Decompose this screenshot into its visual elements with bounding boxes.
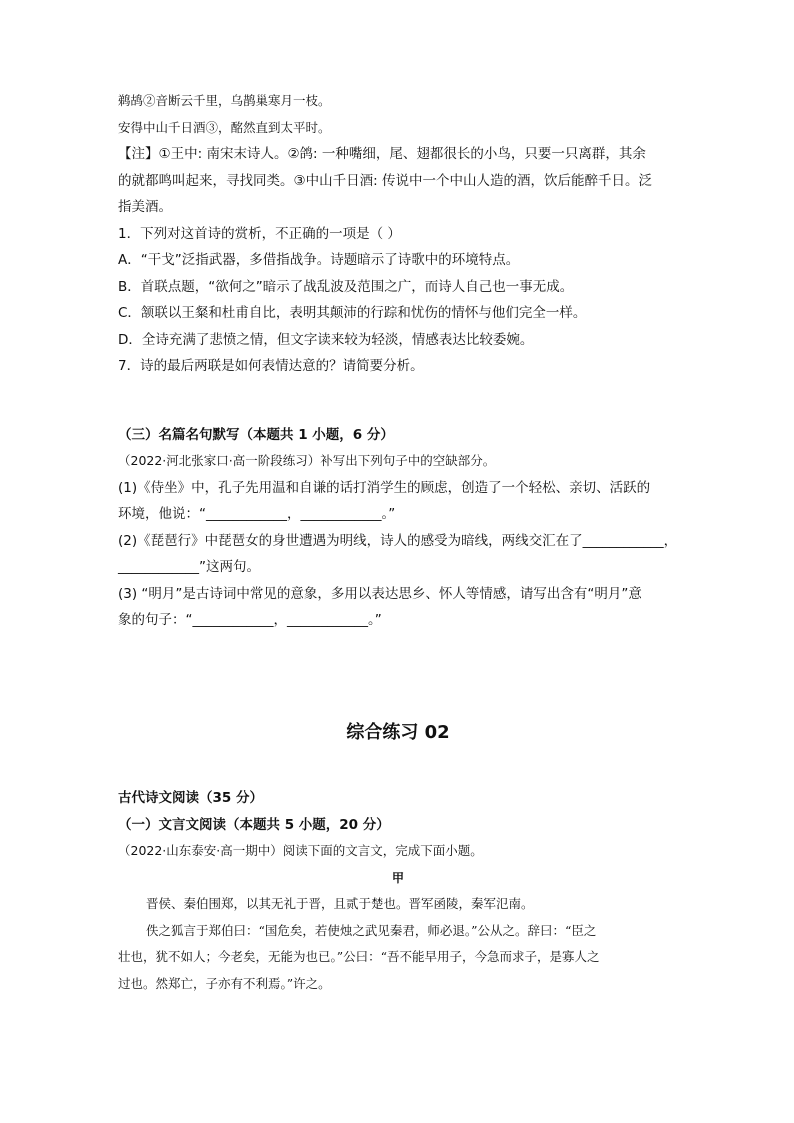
passage-label: 甲 [391, 870, 404, 885]
fill-item-1b: 环境，他说：“____________，____________。” [118, 506, 396, 522]
note-line-3: 指美酒。 [118, 199, 172, 215]
question-1-stem: 1．下列对这首诗的赏析，不正确的一项是（ ） [118, 225, 401, 242]
passage-paragraph-1: 晋侯、秦伯围郑，以其无礼于晋，且贰于楚也。晋军函陵，秦军氾南。 [146, 896, 534, 911]
passage-paragraph-2a: 佚之狐言于郑伯曰：“国危矣，若使烛之武见秦君，师必退。”公从之。辞曰：“臣之 [146, 922, 597, 938]
note-line-1: 【注】①王中: 南宋末诗人。②鸽: 一种嘴细，尾、翅都很长的小鸟，只要一只离群，其余 [118, 146, 646, 162]
question-1-option-c: C．颔联以王粲和杜甫自比，表明其颠沛的行踪和忧伤的情怀与他们完全一样。 [118, 305, 587, 321]
fill-item-3b: 象的句子：“____________，____________。” [118, 612, 382, 628]
fill-item-2a: (2)《琵琶行》中琵琶女的身世遭遇为明线，诗人的感受为暗线，两线交汇在了____________， [118, 532, 678, 549]
practice-title: 综合练习 02 [346, 722, 450, 743]
note-line-2: 的就都鸣叫起来，寻找同类。③中山千日酒: 传说中一个中山人造的酒，饮后能醉千日。泛 [118, 172, 652, 189]
subsection-heading: （一）文言文阅读（本题共 5 小题，20 分） [118, 816, 390, 833]
section-3-source: （2022·河北张家口·高一阶段练习）补写出下列句子中的空缺部分。 [118, 453, 496, 468]
question-1-option-d: D．全诗充满了悲愤之情，但文字读来较为轻淡，情感表达比较委婉。 [118, 331, 534, 348]
passage-paragraph-2b: 壮也，犹不如人；今老矣，无能为也已。”公曰：“吾不能早用子，今急而求子，是寡人之 [118, 949, 600, 964]
fill-item-2b: ____________”这两句。 [118, 559, 260, 575]
fill-item-1a: (1)《侍坐》中，孔子先用温和自谦的话打消学生的顾虑，创造了一个轻松、亲切、活跃的 [118, 479, 651, 496]
question-1-option-a: A．“干戈”泛指武器，多借指战争。诗题暗示了诗歌中的环境特点。 [118, 252, 520, 268]
poem-line-1: 鹈鸪②音断云千里，乌鹊巢寒月一枝。 [118, 93, 331, 108]
part-heading: 古代诗文阅读（35 分） [118, 790, 263, 806]
document-page [118, 88, 678, 991]
practice-source: （2022·山东泰安·高一期中）阅读下面的文言文，完成下面小题。 [118, 843, 483, 858]
fill-item-3a: (3) “明月”是古诗词中常见的意象，多用以表达思乡、怀人等情感，请写出含有“明月”意 [118, 585, 642, 602]
question-1-option-b: B．首联点题，“欲何之”暗示了战乱波及范围之广，而诗人自己也一事无成。 [118, 278, 574, 295]
question-7: 7．诗的最后两联是如何表情达意的？请简要分析。 [118, 358, 424, 374]
passage-paragraph-2c: 过也。然郑亡，子亦有不利焉。”许之。 [118, 975, 331, 991]
practice-section [118, 785, 678, 997]
poem-line-2: 安得中山千日酒③，酩然直到太平时。 [118, 119, 331, 135]
section-3-heading: （三）名篇名句默写（本题共 1 小题，6 分） [118, 426, 394, 443]
spacer [118, 380, 678, 422]
